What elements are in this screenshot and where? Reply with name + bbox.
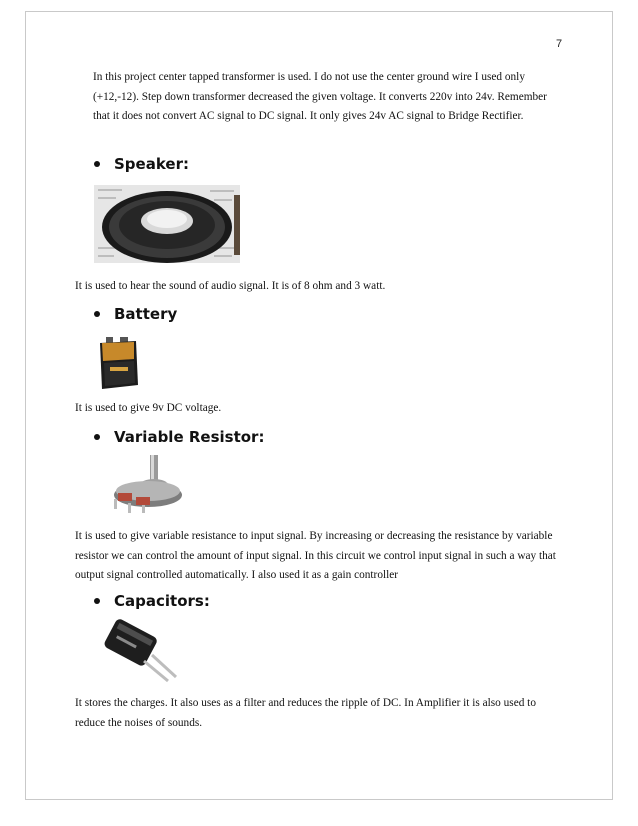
bullet-icon xyxy=(94,434,100,440)
bullet-icon xyxy=(94,311,100,317)
bullet-icon xyxy=(94,161,100,167)
heading-text: Capacitors: xyxy=(114,592,210,610)
intro-paragraph: In this project center tapped transformer is used. I do not use the center ground wire I used only (+12,-12). Step down transformer decreased the given voltage. It converts 220v into 24v. Remember that it does not convert AC signal to DC signal. It only gives 24v AC signal to Bridge Rectifier. xyxy=(93,71,547,122)
capacitors-description: It stores the charges. It also uses as a filter and reduces the ripple of DC. In Amplifier it is also used to reduce the noises of sounds. xyxy=(75,697,536,729)
battery-photo xyxy=(96,337,140,389)
capacitor-photo xyxy=(98,617,178,683)
section-heading-battery xyxy=(94,305,177,323)
potentiometer-photo xyxy=(108,455,188,513)
heading-text: Battery xyxy=(114,305,178,323)
heading-text: Variable Resistor: xyxy=(114,428,265,446)
bullet-icon xyxy=(94,598,100,604)
page-number: 7 xyxy=(556,38,563,50)
section-heading-speaker xyxy=(94,155,189,173)
heading-text: Speaker: xyxy=(114,155,189,173)
speaker-photo xyxy=(94,185,240,263)
section-heading-capacitors xyxy=(94,592,210,610)
variable-resistor-description: It is used to give variable resistance to input signal. By increasing or decreasing the resistance by variable resistor we can control the amount of input signal. In this circuit we control input signal in such a way that output signal controlled automatically. I also used it as a gain controller xyxy=(75,530,556,581)
section-heading-variable-resistor xyxy=(94,428,264,446)
speaker-description: It is used to hear the sound of audio signal. It is of 8 ohm and 3 watt. xyxy=(75,280,386,292)
battery-description: It is used to give 9v DC voltage. xyxy=(75,402,222,414)
